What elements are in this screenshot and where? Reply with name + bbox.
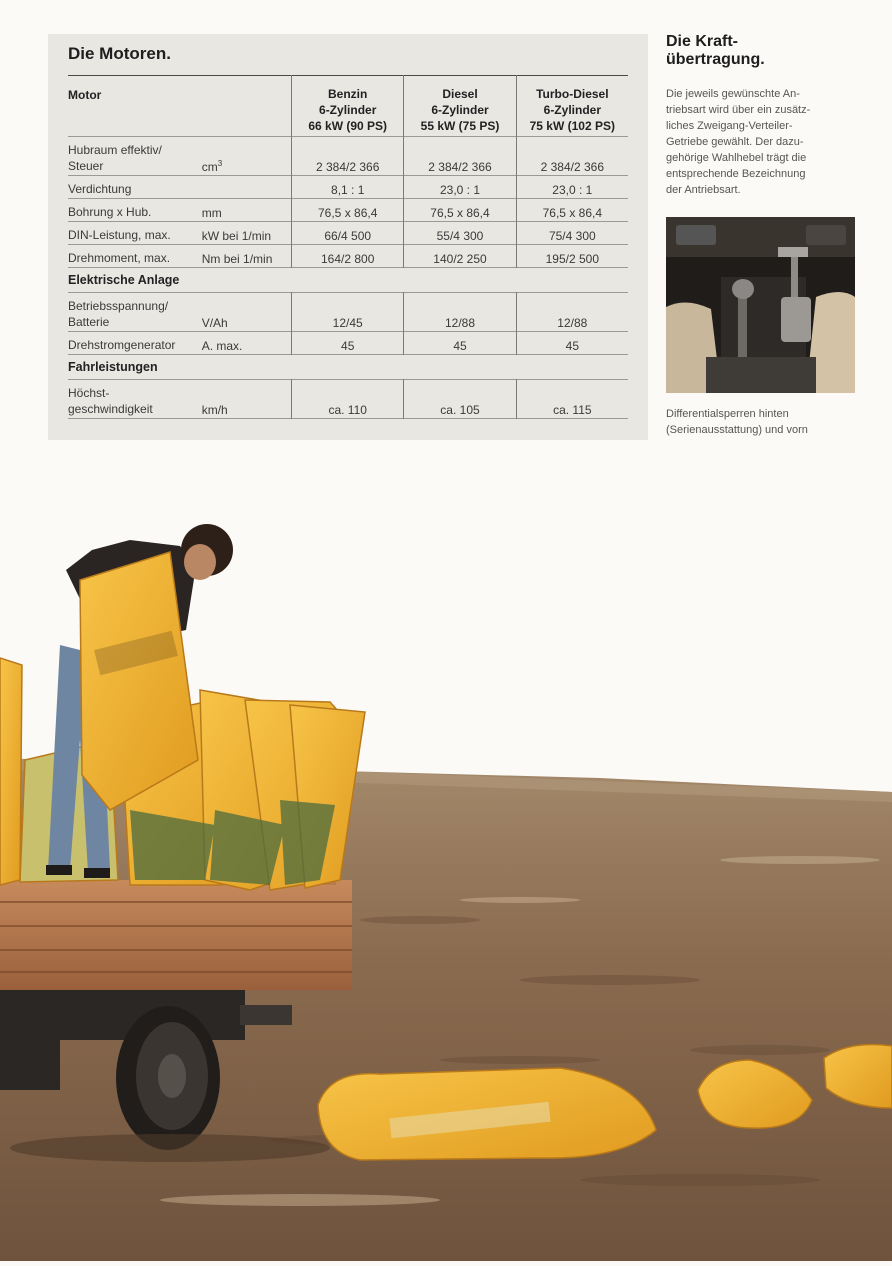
engine-spec-table: [68, 75, 628, 419]
cell-value: 45: [516, 332, 628, 355]
col-label-2: 6-Zylinder: [543, 103, 601, 117]
col-label-2: 6-Zylinder: [319, 103, 377, 117]
kraft-title: [666, 33, 765, 69]
cell-value: 45: [404, 332, 516, 355]
section-heading: Fahrleistungen: [68, 360, 158, 374]
col-label-1: Benzin: [328, 87, 368, 101]
cell-value: 195/2 500: [516, 245, 628, 268]
para-line: Getriebe gewählt. Der dazu-: [666, 136, 804, 148]
row-label-line: Steuer: [68, 159, 104, 173]
row-unit: kW bei 1/min: [201, 229, 272, 243]
row-label-line: geschwindigkeit: [68, 402, 153, 416]
row-unit: mm: [201, 206, 222, 220]
para-line: liches Zweigang-Verteiler-: [666, 120, 793, 132]
col-label-3: 75 kW (102 PS): [529, 119, 615, 133]
cell-value: ca. 105: [404, 380, 516, 419]
col-label-1: Diesel: [442, 87, 478, 101]
row-label-line: Betriebsspannung/: [68, 299, 169, 313]
kraft-title-line: übertragung.: [666, 51, 765, 68]
row-unit: Nm bei 1/min: [201, 252, 273, 266]
cell-value: 55/4 300: [404, 222, 516, 245]
unit-text: cm: [201, 160, 218, 174]
engine-spec-panel: [48, 34, 648, 464]
row-label-line: Batterie: [68, 315, 110, 329]
para-line: triebsart wird über ein zusätz-: [666, 104, 811, 116]
row-label: [68, 137, 202, 176]
unit-superscript: 3: [217, 159, 223, 168]
cell-value: 76,5 x 86,4: [292, 199, 404, 222]
row-label: Drehmoment, max.: [68, 251, 171, 265]
para-line: (Serienausstattung) und vorn: [666, 424, 808, 436]
spec-title: Die Motoren.: [68, 44, 171, 63]
row-label-line: Höchst-: [68, 386, 110, 400]
table-header-row: [68, 76, 628, 137]
section-heading: Elektrische Anlage: [68, 273, 180, 287]
cell-value: 12/45: [292, 293, 404, 332]
table-row: [68, 293, 628, 332]
cell-value: 2 384/2 366: [292, 137, 404, 176]
cell-value: 23,0 : 1: [516, 176, 628, 199]
table-row: [68, 380, 628, 419]
cell-value: 45: [292, 332, 404, 355]
truck-field-photo: [0, 440, 892, 1261]
col-label-3: 55 kW (75 PS): [420, 119, 500, 133]
para-line: Differentialsperren hinten: [666, 408, 789, 420]
para-line: Die jeweils gewünschte An-: [666, 88, 800, 100]
row-label: DIN-Leistung, max.: [68, 228, 171, 242]
cell-value: 8,1 : 1: [292, 176, 404, 199]
row-label: Drehstromgenerator: [68, 338, 176, 352]
cell-value: 164/2 800: [292, 245, 404, 268]
row-unit: km/h: [201, 403, 228, 417]
row-label: [68, 380, 202, 419]
para-line: gehörige Wahlhebel trägt die: [666, 152, 807, 164]
col-label-1: Turbo-Diesel: [536, 87, 609, 101]
cell-value: ca. 110: [292, 380, 404, 419]
kraft-title-line: Die Kraft-: [666, 33, 739, 50]
table-row: [68, 199, 628, 222]
table-section-row: [68, 268, 628, 293]
row-label: Bohrung x Hub.: [68, 205, 152, 219]
col-label-2: 6-Zylinder: [431, 103, 489, 117]
table-row: [68, 332, 628, 355]
row-label: Verdichtung: [68, 182, 132, 196]
row-unit: [202, 176, 292, 199]
table-section-row: [68, 355, 628, 380]
header-label: Motor: [68, 88, 102, 102]
cell-value: 75/4 300: [516, 222, 628, 245]
header-diesel: [404, 76, 516, 137]
kraft-paragraph-1: [666, 86, 851, 198]
cell-value: 2 384/2 366: [404, 137, 516, 176]
row-label-line: Hubraum effektiv/: [68, 143, 162, 157]
header-benzin: [292, 76, 404, 137]
shift-lever-illustration: [666, 217, 855, 393]
cell-value: 66/4 500: [292, 222, 404, 245]
header-turbo-diesel: [516, 76, 628, 137]
field-scene-illustration: [0, 440, 892, 1261]
cell-value: ca. 115: [516, 380, 628, 419]
row-label: [68, 293, 202, 332]
row-unit: [202, 137, 292, 176]
table-row: [68, 176, 628, 199]
cell-value: 2 384/2 366: [516, 137, 628, 176]
table-row: [68, 245, 628, 268]
cell-value: 23,0 : 1: [404, 176, 516, 199]
table-row: [68, 137, 628, 176]
table-row: [68, 222, 628, 245]
cell-value: 76,5 x 86,4: [516, 199, 628, 222]
cell-value: 12/88: [516, 293, 628, 332]
row-unit: A. max.: [201, 339, 243, 353]
para-line: entsprechende Bezeichnung: [666, 168, 806, 180]
transfer-case-lever-photo: [666, 217, 855, 393]
cell-value: 12/88: [404, 293, 516, 332]
col-label-3: 66 kW (90 PS): [308, 119, 388, 133]
cell-value: 76,5 x 86,4: [404, 199, 516, 222]
row-unit: V/Ah: [201, 316, 228, 330]
cell-value: 140/2 250: [404, 245, 516, 268]
para-line: der Antriebsart.: [666, 184, 741, 196]
